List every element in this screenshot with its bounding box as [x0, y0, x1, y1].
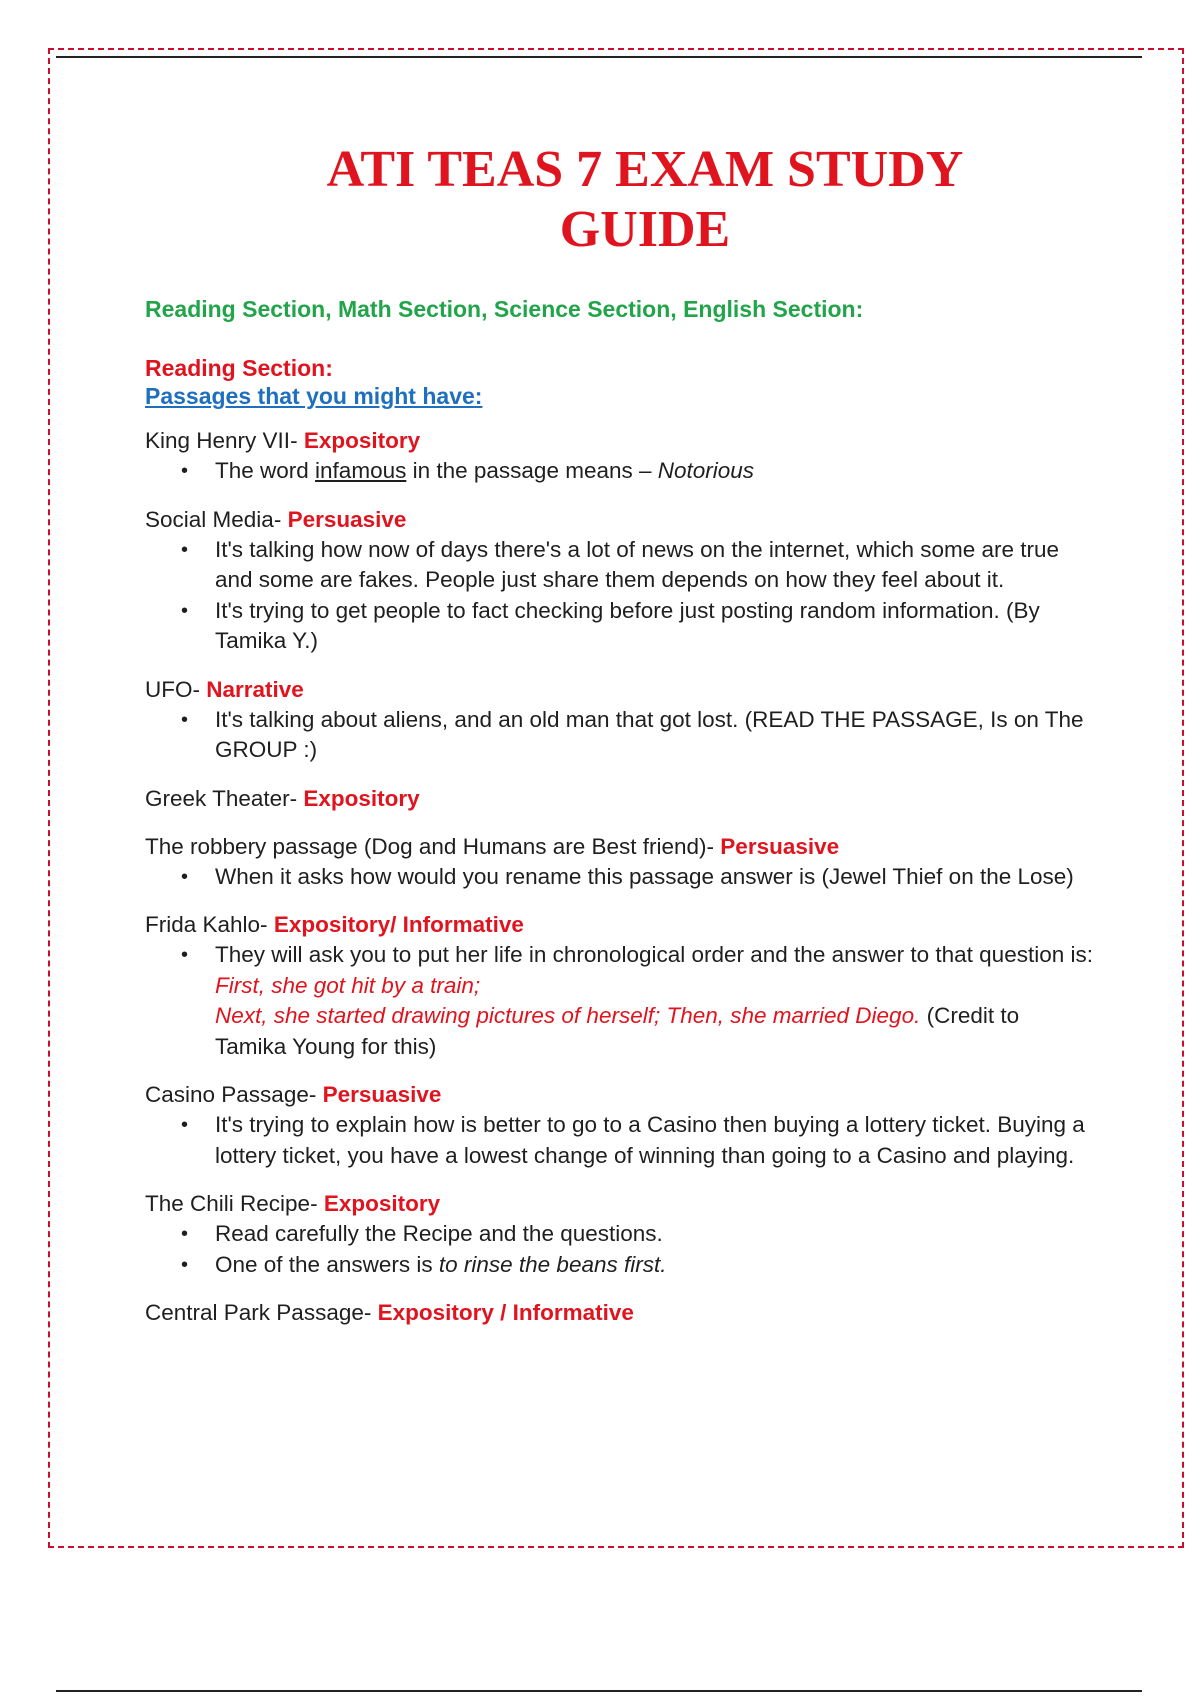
passage-king-henry	[145, 426, 1095, 487]
passage-name: Greek Theater-	[145, 785, 304, 811]
passage-greek-theater	[145, 784, 1095, 814]
passage-title	[145, 1080, 1095, 1110]
passage-title	[145, 675, 1095, 705]
passage-type: Expository	[323, 1191, 441, 1216]
bottom-rule	[56, 1690, 1142, 1692]
title-line-2: GUIDE	[559, 201, 731, 258]
passage-type: Persuasive	[287, 506, 407, 532]
passage-type: Narrative	[206, 676, 304, 702]
passage-chili-recipe	[145, 1189, 1095, 1280]
passage-title	[145, 505, 1095, 535]
underlined-word: infamous	[315, 458, 407, 483]
bullet-text: The word	[215, 458, 316, 483]
bullet-list	[145, 1219, 1095, 1280]
answer-step-1: First, she got hit by a train;	[215, 972, 481, 998]
italic-answer: Notorious	[657, 458, 755, 483]
passage-name: The robbery passage (Dog and Humans are Best friend)-	[145, 833, 721, 859]
passage-social-media	[145, 505, 1095, 657]
bullet-list	[145, 535, 1095, 657]
bullet-text: in the passage means –	[406, 458, 658, 483]
passage-name: Social Media-	[145, 506, 288, 532]
bullet-item: • It's talking about aliens, and an old man that got lost. (READ THE PASSAGE, Is on The GROUP :)	[215, 705, 1095, 766]
bullet-list	[145, 456, 1095, 487]
passages-heading: Passages that you might have:	[145, 383, 483, 409]
bullet-list	[145, 940, 1095, 1062]
passage-title	[145, 832, 1095, 862]
passage-title	[145, 1298, 1095, 1328]
passage-frida-kahlo	[145, 910, 1095, 1062]
passage-name: Frida Kahlo-	[145, 912, 274, 937]
passage-name: Central Park Passage-	[145, 1300, 378, 1325]
document-body	[145, 140, 1095, 1346]
bullet-list	[145, 705, 1095, 766]
passage-type: Expository/ Informative	[273, 912, 524, 937]
bullet-item: • When it asks how would you rename this passage answer is (Jewel Thief on the Lose)	[215, 862, 1095, 893]
bullet-text: One of the answers is	[215, 1251, 439, 1277]
reading-section-heading: Reading Section:	[145, 355, 333, 381]
title-line-1: ATI TEAS 7 EXAM STUDY	[326, 141, 964, 198]
bullet-text: They will ask you to put her life in chronological order and the answer to that question is:	[215, 942, 1093, 967]
bullet-item: • It's talking how now of days there's a lot of news on the internet, which some are true and some are fakes. People just share them depends on how they feel about it.	[215, 535, 1095, 596]
passage-type: Expository	[303, 785, 420, 811]
bullet-item	[215, 456, 1095, 487]
bullet-item	[215, 1250, 1095, 1281]
passage-title	[145, 784, 1095, 814]
top-rule	[56, 56, 1142, 58]
bullet-item: • It's trying to explain how is better to go to a Casino then buying a lottery ticket. Buying a lottery ticket, you have a lowest change of winning than going to a Casino and playing.	[215, 1110, 1095, 1171]
passage-type: Persuasive	[322, 1082, 442, 1107]
bullet-list	[145, 1110, 1095, 1171]
passage-robbery	[145, 832, 1095, 893]
passage-ufo	[145, 675, 1095, 766]
bullet-list	[145, 862, 1095, 893]
italic-answer: to rinse the beans first.	[438, 1251, 667, 1277]
sections-overview: Reading Section, Math Section, Science Section, English Section:	[145, 296, 864, 322]
passage-title	[145, 426, 1095, 456]
bullet-credit: (Credit to Tamika Young for this)	[215, 1003, 1020, 1059]
passage-central-park	[145, 1298, 1095, 1328]
passage-type: Expository / Informative	[377, 1300, 634, 1325]
answer-step-2: Next, she started drawing pictures of herself; Then, she married Diego.	[215, 1003, 921, 1028]
passage-name: King Henry VII-	[145, 428, 304, 453]
passage-casino	[145, 1080, 1095, 1171]
passage-title	[145, 1189, 1095, 1219]
passage-title	[145, 910, 1095, 940]
document-title	[145, 140, 1095, 260]
passage-name: The Chili Recipe-	[145, 1191, 324, 1216]
bullet-item	[215, 940, 1095, 1062]
passage-name: UFO-	[145, 676, 207, 702]
bullet-item: • It's trying to get people to fact checking before just posting random information. (By Tamika Y.)	[215, 596, 1095, 657]
passage-type: Expository	[303, 428, 421, 453]
passage-type: Persuasive	[720, 833, 840, 859]
passage-name: Casino Passage-	[145, 1082, 323, 1107]
bullet-item: • Read carefully the Recipe and the questions.	[215, 1219, 1095, 1250]
